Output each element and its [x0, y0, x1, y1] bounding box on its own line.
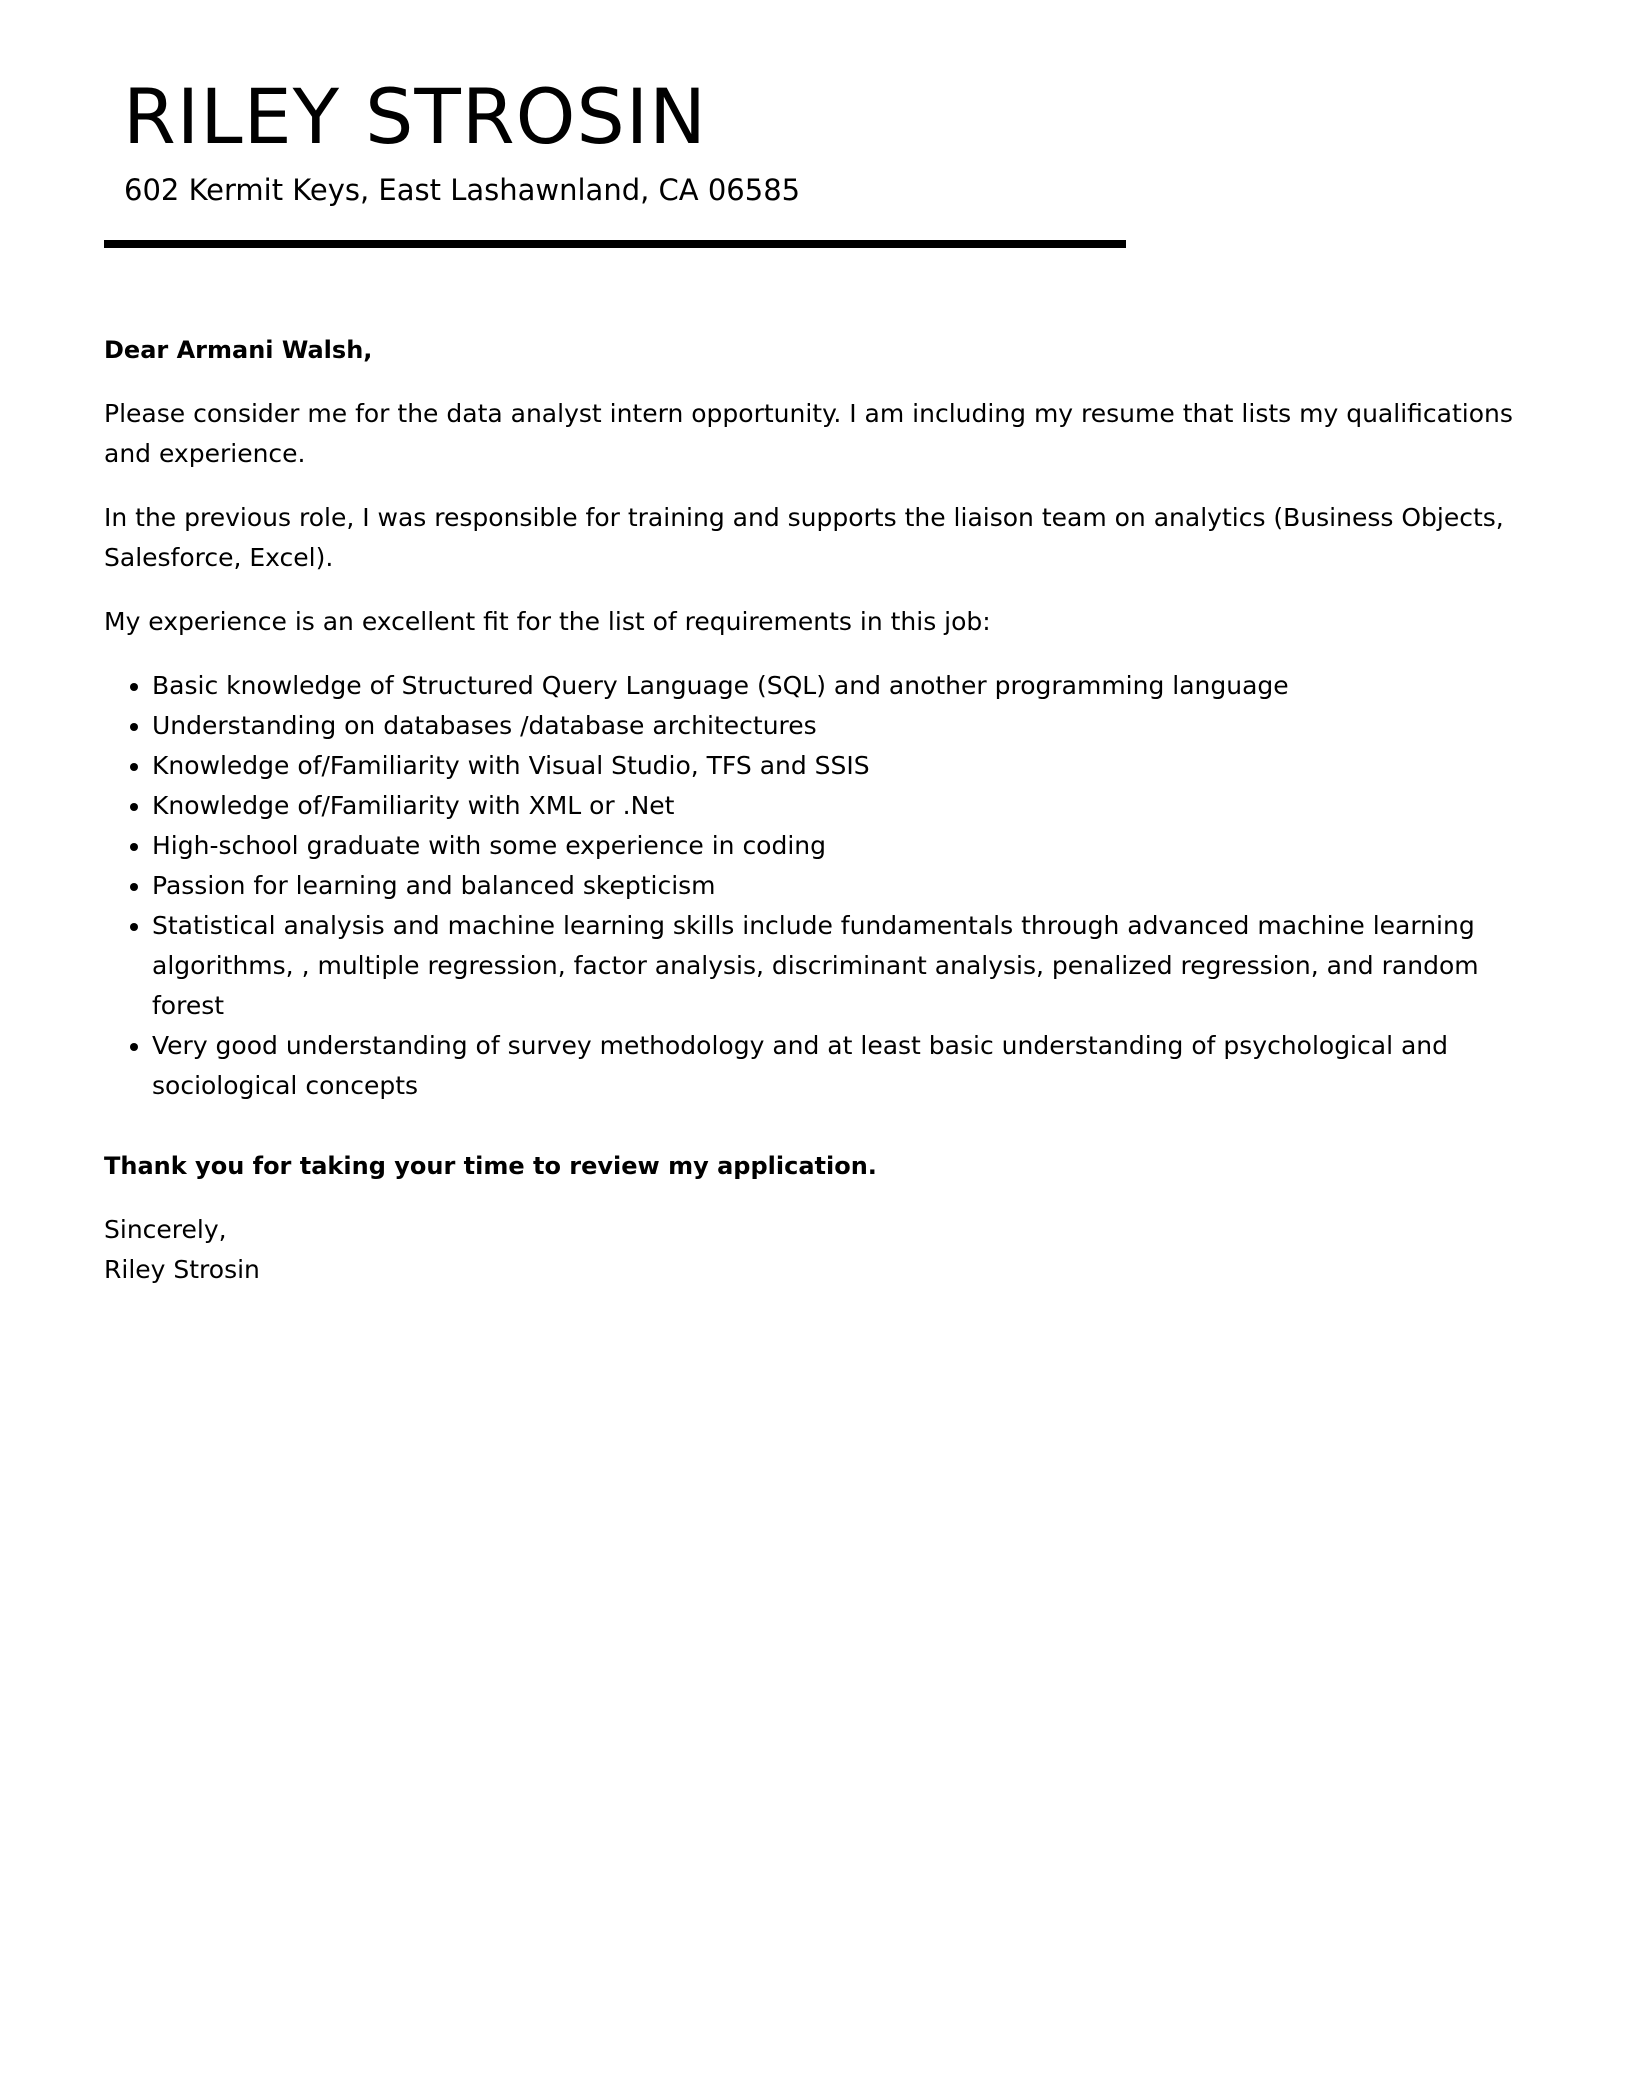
- closing-line: Thank you for taking your time to review my application.: [104, 1152, 877, 1180]
- requirements-list: [104, 666, 1524, 1106]
- list-item: • Very good understanding of survey methodology and at least basic understanding of psychological and sociological concepts: [152, 1026, 1524, 1106]
- paragraph-requirements-intro: My experience is an excellent fit for the list of requirements in this job:: [104, 607, 991, 636]
- signoff-block: [104, 1210, 1524, 1290]
- list-item: • Knowledge of/Familiarity with XML or .Net: [152, 786, 1524, 826]
- list-item: • High-school graduate with some experience in coding: [152, 826, 1524, 866]
- signoff: Sincerely,: [104, 1215, 227, 1244]
- applicant-name: RILEY STROSIN: [123, 72, 707, 161]
- list-item: • Statistical analysis and machine learning skills include fundamentals through advanced machine learning algorithms, , multiple regression, factor analysis, discriminant analysis, penalized regression, and random forest: [152, 906, 1524, 1026]
- paragraph-intro: Please consider me for the data analyst intern opportunity. I am including my resume that lists my qualifications and experience.: [104, 399, 1513, 468]
- list-item: • Passion for learning and balanced skepticism: [152, 866, 1524, 906]
- signature-name: Riley Strosin: [104, 1255, 260, 1284]
- list-item: • Understanding on databases /database architectures: [152, 706, 1524, 746]
- letter-body: [104, 330, 1524, 1290]
- header-divider: [104, 240, 1126, 248]
- list-item: • Knowledge of/Familiarity with Visual Studio, TFS and SSIS: [152, 746, 1524, 786]
- list-item: • Basic knowledge of Structured Query Language (SQL) and another programming language: [152, 666, 1524, 706]
- paragraph-previous-role: In the previous role, I was responsible for training and supports the liaison team on analytics (Business Objects, Salesforce, Excel).: [104, 503, 1504, 572]
- applicant-address: 602 Kermit Keys, East Lashawnland, CA 06585: [124, 173, 801, 207]
- salutation: Dear Armani Walsh,: [104, 336, 373, 364]
